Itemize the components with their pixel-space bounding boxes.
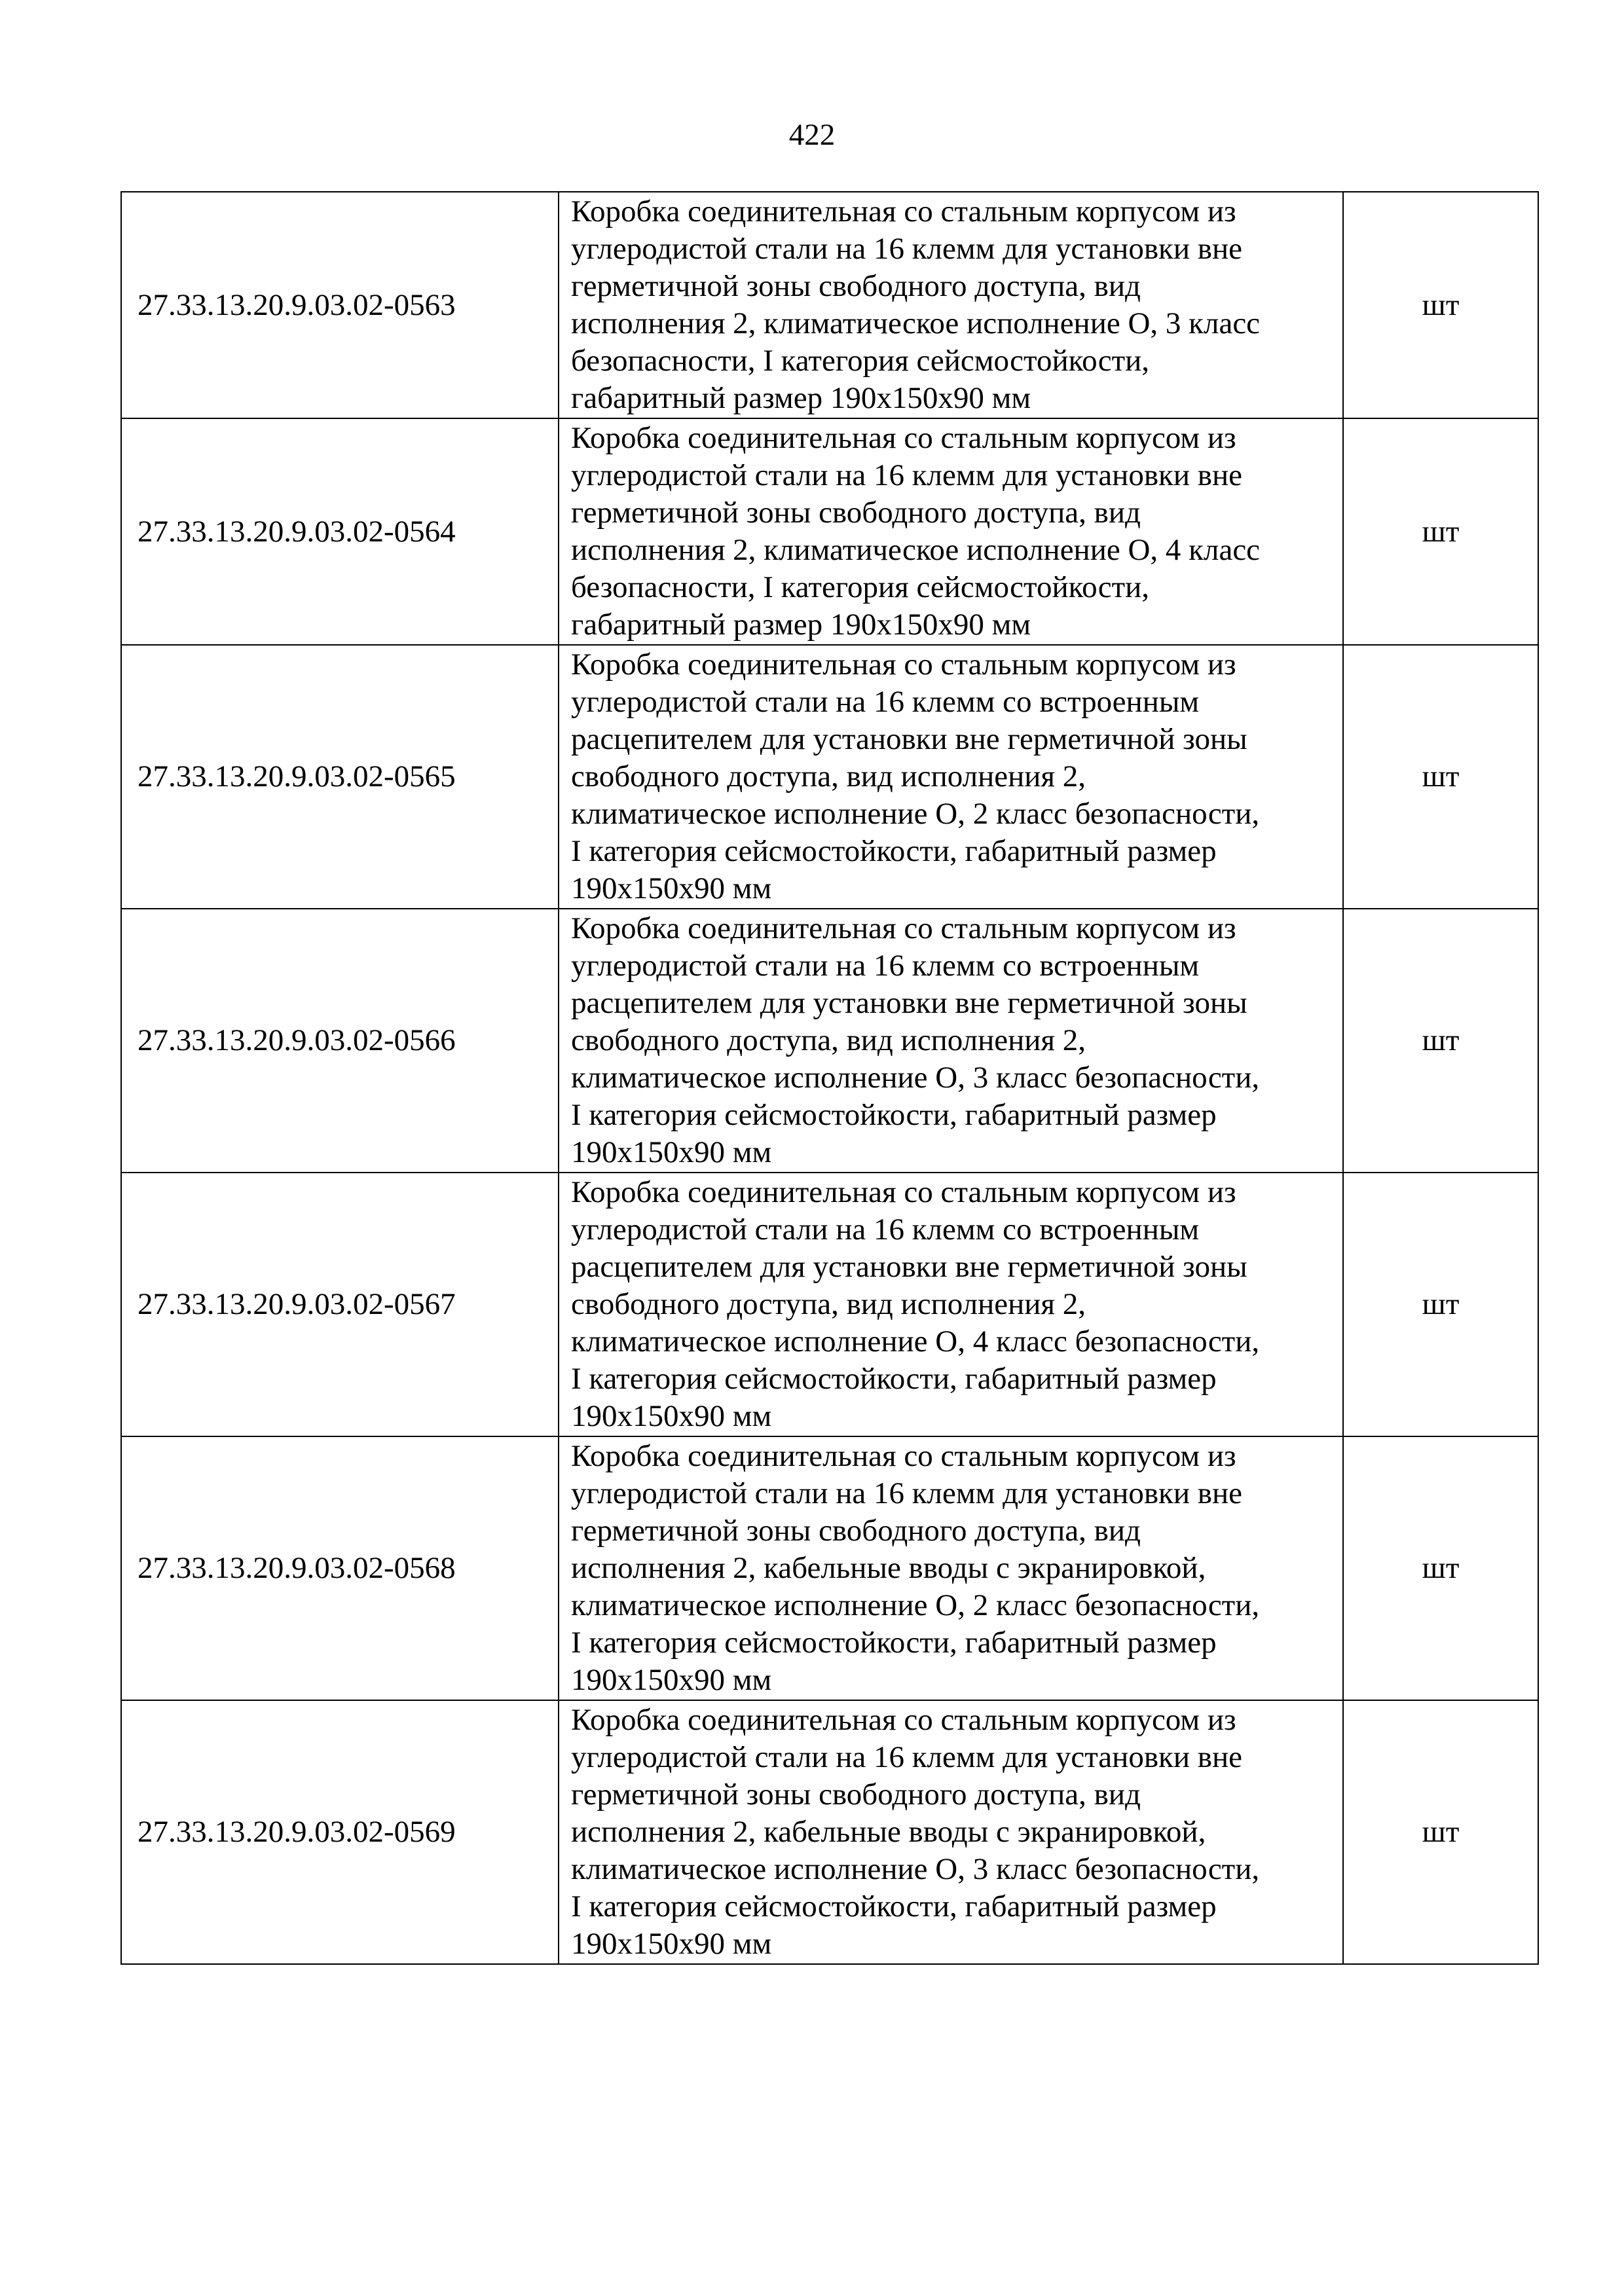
description-line: свободного доступа, вид исполнения 2, <box>571 1023 1086 1057</box>
description-line: климатическое исполнение О, 4 класс безопасности, <box>571 1324 1260 1358</box>
description-line: исполнения 2, кабельные вводы с экранировкой, <box>571 1551 1206 1585</box>
item-unit-cell: шт <box>1343 909 1538 1173</box>
description-line: свободного доступа, вид исполнения 2, <box>571 759 1086 793</box>
description-line: габаритный размер 190х150х90 мм <box>571 381 1031 415</box>
description-line: Коробка соединительная со стальным корпусом из <box>571 911 1236 945</box>
description-line: климатическое исполнение О, 2 класс безопасности, <box>571 797 1260 831</box>
description-line: безопасности, I категория сейсмостойкости, <box>571 570 1150 604</box>
table-row <box>121 418 1538 645</box>
item-description-cell <box>559 1700 1343 1964</box>
description-line: 190х150х90 мм <box>571 1399 772 1433</box>
description-line: I категория сейсмостойкости, габаритный размер <box>571 1098 1217 1132</box>
item-code-cell: 27.33.13.20.9.03.02-0563 <box>121 192 559 418</box>
description-line: климатическое исполнение О, 3 класс безопасности, <box>571 1852 1260 1886</box>
description-line: Коробка соединительная со стальным корпусом из <box>571 1439 1236 1473</box>
description-line: I категория сейсмостойкости, габаритный размер <box>571 834 1217 868</box>
item-code-cell: 27.33.13.20.9.03.02-0566 <box>121 909 559 1173</box>
item-unit-cell: шт <box>1343 1700 1538 1964</box>
table-row <box>121 1173 1538 1436</box>
description-line: углеродистой стали на 16 клемм со встроенным <box>571 1212 1200 1247</box>
description-line: безопасности, I категория сейсмостойкости, <box>571 344 1150 378</box>
description-line: Коробка соединительная со стальным корпусом из <box>571 1703 1236 1737</box>
description-line: расцепителем для установки вне герметичной зоны <box>571 986 1247 1020</box>
description-line: углеродистой стали на 16 клемм для установки вне <box>571 1476 1242 1510</box>
description-line: исполнения 2, кабельные вводы с экранировкой, <box>571 1815 1206 1849</box>
item-description-cell <box>559 1436 1343 1700</box>
description-line: углеродистой стали на 16 клемм со встроенным <box>571 685 1200 719</box>
description-line: климатическое исполнение О, 3 класс безопасности, <box>571 1061 1260 1095</box>
item-description-cell <box>559 1173 1343 1436</box>
description-line: I категория сейсмостойкости, габаритный размер <box>571 1889 1217 1923</box>
description-line: 190х150х90 мм <box>571 1927 772 1961</box>
item-table-body <box>121 192 1538 1964</box>
description-line: свободного доступа, вид исполнения 2, <box>571 1287 1086 1321</box>
description-line: I категория сейсмостойкости, габаритный размер <box>571 1362 1217 1396</box>
item-unit-cell: шт <box>1343 192 1538 418</box>
item-unit-cell: шт <box>1343 645 1538 909</box>
description-line: Коробка соединительная со стальным корпусом из <box>571 194 1236 228</box>
description-line: I категория сейсмостойкости, габаритный размер <box>571 1626 1217 1660</box>
item-table <box>120 191 1539 1965</box>
description-line: герметичной зоны свободного доступа, вид <box>571 1514 1141 1548</box>
description-line: исполнения 2, климатическое исполнение О, 4 класс <box>571 533 1261 567</box>
description-line: исполнения 2, климатическое исполнение О, 3 класс <box>571 306 1261 340</box>
description-line: расцепителем для установки вне герметичной зоны <box>571 722 1247 756</box>
item-description-cell <box>559 645 1343 909</box>
description-line: 190х150х90 мм <box>571 1135 772 1169</box>
item-unit-cell: шт <box>1343 418 1538 645</box>
table-row <box>121 192 1538 418</box>
table-row <box>121 645 1538 909</box>
description-line: Коробка соединительная со стальным корпусом из <box>571 1175 1236 1209</box>
description-line: климатическое исполнение О, 2 класс безопасности, <box>571 1588 1260 1622</box>
description-line: углеродистой стали на 16 клемм для установки вне <box>571 1740 1242 1774</box>
item-description-cell <box>559 909 1343 1173</box>
table-row <box>121 909 1538 1173</box>
item-code-cell: 27.33.13.20.9.03.02-0565 <box>121 645 559 909</box>
description-line: герметичной зоны свободного доступа, вид <box>571 496 1141 530</box>
description-line: герметичной зоны свободного доступа, вид <box>571 1777 1141 1812</box>
item-code-cell: 27.33.13.20.9.03.02-0569 <box>121 1700 559 1964</box>
item-code-cell: 27.33.13.20.9.03.02-0568 <box>121 1436 559 1700</box>
table-row <box>121 1436 1538 1700</box>
description-line: расцепителем для установки вне герметичной зоны <box>571 1250 1247 1284</box>
item-code-cell: 27.33.13.20.9.03.02-0564 <box>121 418 559 645</box>
description-line: углеродистой стали на 16 клемм для установки вне <box>571 458 1242 492</box>
description-line: углеродистой стали на 16 клемм для установки вне <box>571 232 1242 266</box>
item-code-cell: 27.33.13.20.9.03.02-0567 <box>121 1173 559 1436</box>
description-line: 190х150х90 мм <box>571 1663 772 1697</box>
description-line: углеродистой стали на 16 клемм со встроенным <box>571 949 1200 983</box>
description-line: герметичной зоны свободного доступа, вид <box>571 269 1141 303</box>
item-unit-cell: шт <box>1343 1436 1538 1700</box>
description-line: Коробка соединительная со стальным корпусом из <box>571 647 1236 682</box>
description-line: габаритный размер 190х150х90 мм <box>571 608 1031 642</box>
item-description-cell <box>559 192 1343 418</box>
item-unit-cell: шт <box>1343 1173 1538 1436</box>
description-line: Коробка соединительная со стальным корпусом из <box>571 421 1236 455</box>
page-number: 422 <box>788 118 836 152</box>
table-row <box>121 1700 1538 1964</box>
description-line: 190х150х90 мм <box>571 871 772 905</box>
item-description-cell <box>559 418 1343 645</box>
